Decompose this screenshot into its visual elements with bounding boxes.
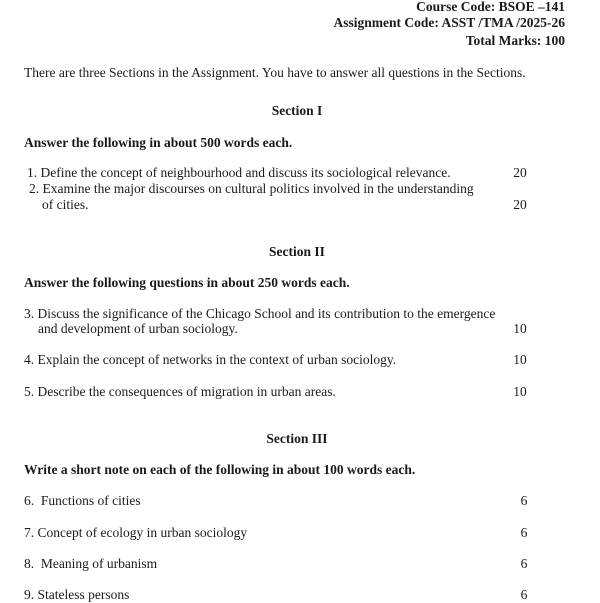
section-2-instruction: Answer the following questions in about 250 words each. — [24, 275, 350, 290]
question-9: 9. Stateless persons — [24, 587, 130, 602]
question-7-marks: 6 — [520, 525, 528, 540]
question-4: 4. Explain the concept of networks in the context of urban sociology. — [24, 352, 397, 367]
section-3-instruction: Write a short note on each of the following in about 100 words each. — [24, 462, 416, 477]
question-4-marks: 10 — [513, 352, 527, 367]
question-2: 2. Examine the major discourses on cultural politics involved in the understanding — [29, 181, 474, 196]
question-3-marks: 10 — [513, 321, 527, 336]
intro-text: There are three Sections in the Assignment. You have to answer all questions in the Sections. — [24, 65, 526, 80]
question-5-marks: 10 — [513, 384, 527, 399]
question-8-marks: 6 — [520, 556, 528, 571]
question-5: 5. Describe the consequences of migration in urban areas. — [24, 384, 336, 399]
section-3-title: Section III — [266, 431, 328, 446]
course-code: Course Code: BSOE –141 — [416, 0, 565, 14]
question-9-marks: 6 — [520, 587, 528, 602]
section-2-title: Section II — [269, 244, 325, 259]
question-6-marks: 6 — [520, 493, 528, 508]
section-1-title: Section I — [271, 103, 323, 118]
question-1: 1. Define the concept of neighbourhood and discuss its sociological relevance. — [27, 165, 451, 180]
question-6: 6. Functions of cities — [24, 493, 141, 508]
assignment-code: Assignment Code: ASST /TMA /2025-26 — [333, 15, 565, 30]
question-3: 3. Discuss the significance of the Chicago School and its contribution to the emergence — [24, 306, 496, 321]
question-2-marks: 20 — [513, 197, 527, 212]
section-1-instruction: Answer the following in about 500 words each. — [24, 135, 293, 150]
total-marks: Total Marks: 100 — [465, 33, 565, 48]
question-8: 8. Meaning of urbanism — [24, 556, 158, 571]
question-7: 7. Concept of ecology in urban sociology — [24, 525, 248, 540]
question-3-cont: and development of urban sociology. — [38, 321, 238, 336]
question-1-marks: 20 — [513, 165, 527, 180]
question-2-cont: of cities. — [42, 197, 89, 212]
